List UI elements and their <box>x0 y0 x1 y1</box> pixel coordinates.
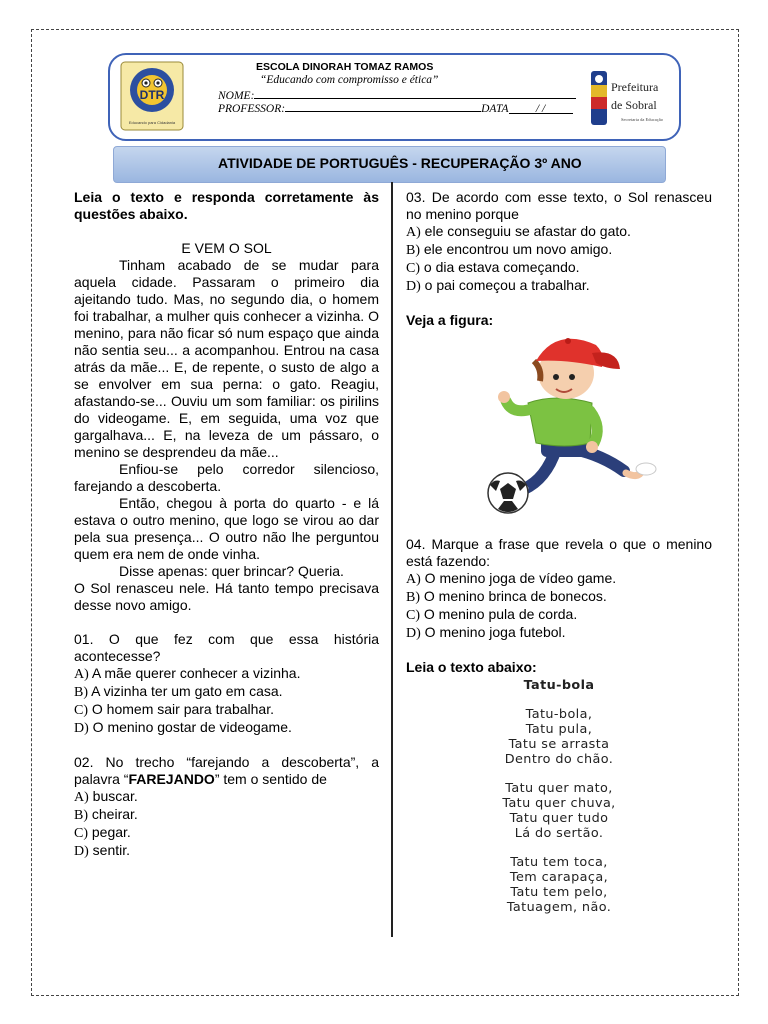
q2-option-c[interactable]: C) pegar. <box>74 824 131 841</box>
date-label: DATA <box>481 103 509 115</box>
poem-line: Tatu quer tudo <box>509 811 609 826</box>
svg-text:de Sobral: de Sobral <box>611 98 657 112</box>
story-paragraph: O Sol renasceu nele. Há tanto tempo precisava desse novo amigo. <box>74 580 379 613</box>
q3-option-c[interactable]: C) o dia estava começando. <box>406 259 580 276</box>
story-paragraph: Enfiou-se pelo corredor silencioso, farejando a descoberta. <box>74 461 379 494</box>
q3-option-d[interactable]: D) o pai começou a trabalhar. <box>406 277 590 294</box>
poem-instruction: Leia o texto abaixo: <box>406 659 537 675</box>
poem-line: Tatuagem, não. <box>506 900 612 915</box>
teacher-blank[interactable] <box>285 101 481 112</box>
q3-option-b[interactable]: B) ele encontrou um novo amigo. <box>406 241 613 258</box>
school-header <box>108 53 681 141</box>
figure-label: Veja a figura: <box>406 312 494 328</box>
date-blank[interactable]: / / <box>509 103 573 114</box>
q2-option-b[interactable]: B) cheirar. <box>74 806 138 823</box>
left-column <box>74 189 379 860</box>
q1-option-c[interactable]: C) O homem sair para trabalhar. <box>74 701 274 718</box>
q3-option-a[interactable]: A) ele conseguiu se afastar do gato. <box>406 223 631 240</box>
q4-option-a[interactable]: A) O menino joga de vídeo game. <box>406 570 617 587</box>
story-title: E VEM O SOL <box>181 240 272 256</box>
reading-instruction: Leia o texto e responda corretamente às questões abaixo. <box>74 189 379 222</box>
poem-line: Tem carapaça, <box>509 870 609 885</box>
right-column <box>406 189 712 915</box>
svg-text:Prefeitura: Prefeitura <box>611 80 659 94</box>
q2-option-a[interactable]: A) buscar. <box>74 788 138 805</box>
q2-option-d[interactable]: D) sentir. <box>74 842 131 859</box>
prefeitura-logo <box>587 65 671 131</box>
svg-text:Educando para Cidadania: Educando para Cidadania <box>128 120 176 125</box>
school-name: ESCOLA DINORAH TOMAZ RAMOS <box>256 61 434 73</box>
question-1: 01. O que fez com que essa história acontecesse? <box>74 631 379 664</box>
poem-line: Tatu quer mato, <box>505 781 613 796</box>
column-divider <box>391 182 393 937</box>
story-paragraph: Tinham acabado de se mudar para aquela cidade. Passaram o primeiro dia ajeitando tudo. Mas, no segundo dia, o homem foi trabalhar, a mulher quis conhecer a vizinha. O menino, para não ficar só num espaço que ainda não sentia seu... a acompanhou. Entrou na casa atrás da mãe... E, de repente, o susto de algo a se envolver em sua perna: o gato. Reagiu, afastando-se... Ouviu um som familiar: os pirilins do videogame. E, em seguida, uma voz que gargalhava... E, na leveza de um pássaro, o menino se desprendeu da mãe... <box>74 257 379 460</box>
svg-text:Secretaria da Educação: Secretaria da Educação <box>621 117 663 122</box>
question-4: 04. Marque a frase que revela o que o menino está fazendo: <box>406 536 712 569</box>
poem-line: Tatu se arrasta <box>508 737 610 752</box>
q4-option-b[interactable]: B) O menino brinca de bonecos. <box>406 588 607 605</box>
boy-playing-football-illustration <box>406 329 712 515</box>
poem <box>406 678 712 915</box>
school-logo <box>120 61 184 131</box>
poem-line: Tatu quer chuva, <box>502 796 616 811</box>
teacher-date-field[interactable] <box>218 101 573 115</box>
poem-line: Tatu tem pelo, <box>510 885 608 900</box>
poem-stanza <box>406 707 712 767</box>
q4-option-c[interactable]: C) O menino pula de corda. <box>406 606 578 623</box>
name-field[interactable] <box>218 88 576 102</box>
activity-title-bar <box>113 146 666 183</box>
svg-text:DTR: DTR <box>139 88 165 102</box>
poem-stanza <box>406 781 712 841</box>
name-label: NOME: <box>218 90 255 102</box>
teacher-label: PROFESSOR: <box>218 103 286 115</box>
poem-title: Tatu-bola <box>523 678 595 693</box>
school-motto: “Educando com compromisso e ética” <box>260 74 439 86</box>
story-paragraph: Então, chegou à porta do quarto - e lá estava o outro menino, que logo se virou ao dar pela sua presença... O outro não lhe perguntou quem era nem de onde vinha. <box>74 495 379 562</box>
question-2: 02. No trecho “farejando a descoberta”, a palavra “FAREJANDO” tem o sentido de <box>74 754 379 787</box>
activity-title: ATIVIDADE DE PORTUGUÊS - RECUPERAÇÃO 3º ANO <box>218 155 582 171</box>
q4-option-d[interactable]: D) O menino joga futebol. <box>406 624 566 641</box>
poem-line: Dentro do chão. <box>504 752 614 767</box>
poem-line: Tatu pula, <box>525 722 593 737</box>
q1-option-a[interactable]: A) A mãe querer conhecer a vizinha. <box>74 665 301 682</box>
poem-line: Lá do sertão. <box>514 826 604 841</box>
question-3: 03. De acordo com esse texto, o Sol renasceu no menino porque <box>406 189 712 222</box>
poem-line: Tatu-bola, <box>525 707 593 722</box>
poem-line: Tatu tem toca, <box>510 855 608 870</box>
name-blank[interactable] <box>254 88 576 99</box>
q1-option-d[interactable]: D) O menino gostar de videogame. <box>74 719 292 736</box>
q1-option-b[interactable]: B) A vizinha ter um gato em casa. <box>74 683 283 700</box>
story-paragraph: Disse apenas: quer brincar? Queria. <box>119 563 344 579</box>
poem-stanza <box>406 855 712 915</box>
